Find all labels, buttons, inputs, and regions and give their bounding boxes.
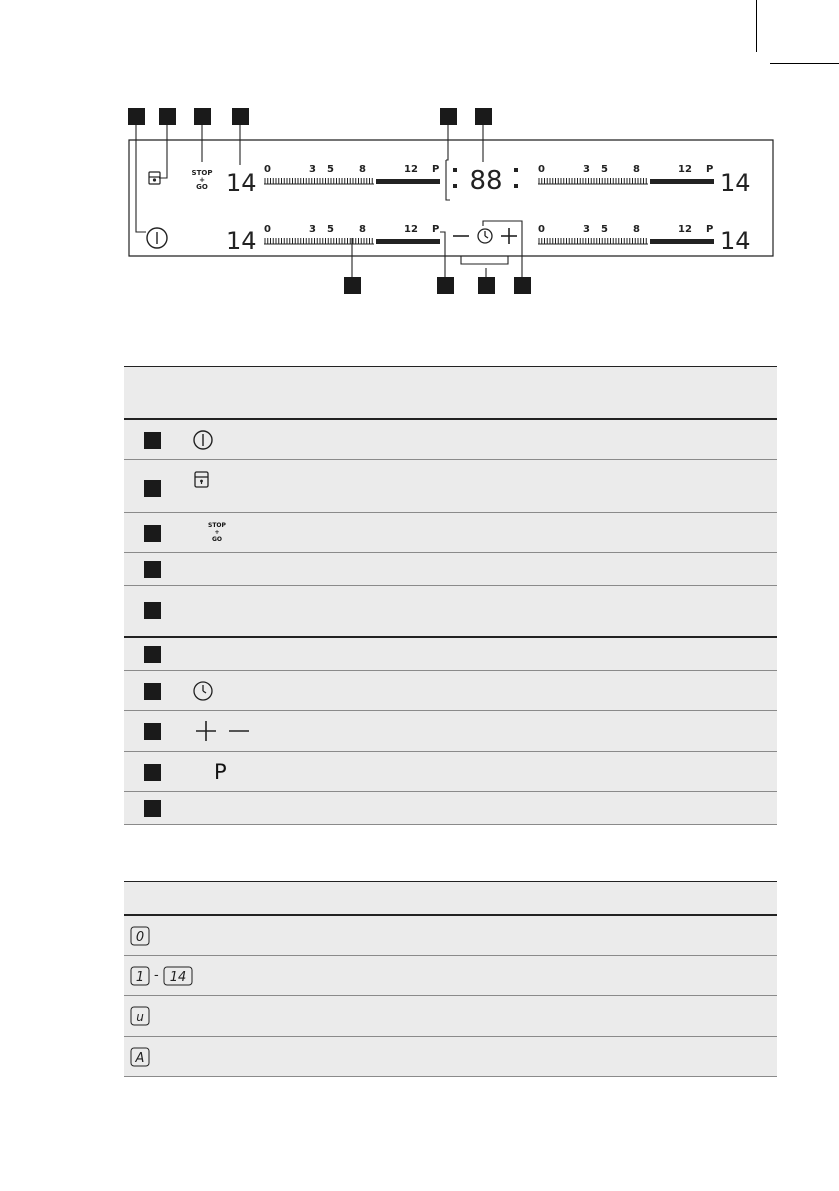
slider-bar [376, 239, 440, 244]
slider-level-label: 5 [601, 164, 608, 175]
zone-display: 14 [720, 169, 751, 197]
callout-square [144, 683, 161, 700]
slider-level-label: 5 [327, 164, 334, 175]
callout-square [159, 108, 176, 125]
power-icon [192, 420, 214, 459]
callout-square [475, 108, 492, 125]
svg-text:GO: GO [196, 183, 208, 191]
timer-icon [478, 229, 492, 243]
plus-label: + [214, 529, 220, 536]
lock-icon [149, 172, 160, 184]
table-row [124, 956, 777, 996]
go-label: GO [211, 536, 222, 543]
table-row [124, 996, 777, 1037]
slider-level-label: 3 [583, 224, 590, 235]
slider-level-label: 8 [359, 224, 366, 235]
slider-level-label: P [706, 164, 714, 175]
svg-text:+: + [199, 176, 205, 184]
table-row [124, 586, 777, 638]
plus-minus-icon [194, 711, 252, 751]
slider-level-label: 8 [633, 164, 640, 175]
callout-square [440, 108, 457, 125]
p-label: P [214, 759, 227, 784]
callout-square [514, 277, 531, 294]
table-header [124, 881, 777, 916]
callout-square [144, 764, 161, 781]
slider-level-label: 5 [601, 224, 608, 235]
slider-bar [650, 239, 714, 244]
callout-square [144, 646, 161, 663]
slider-level-label: 12 [678, 164, 692, 175]
table-row [124, 792, 777, 825]
slider-level-label: 12 [404, 224, 418, 235]
table-header [124, 366, 777, 420]
slider-level-label: 3 [583, 164, 590, 175]
slider-level-label: 0 [264, 224, 271, 235]
table-row [124, 916, 777, 956]
table-row [124, 513, 777, 553]
slider-level-label: 0 [538, 164, 545, 175]
range-separator: - [154, 968, 159, 983]
zone-display: 14 [226, 169, 257, 197]
display-symbol-text: u [136, 1010, 144, 1024]
callout-square [144, 602, 161, 619]
stop-go-icon [208, 513, 226, 552]
slider-level-label: 12 [404, 164, 418, 175]
callout-square [478, 277, 495, 294]
display-symbol-range [130, 956, 193, 995]
timer-icon [192, 671, 214, 710]
display-symbol-a [130, 1037, 150, 1076]
table-row [124, 460, 777, 513]
slider-level-label: 3 [309, 164, 316, 175]
callout-square [144, 480, 161, 497]
slider-level-label: 12 [678, 224, 692, 235]
slider-level-label: 8 [633, 224, 640, 235]
callout-square [144, 800, 161, 817]
power-icon [147, 228, 167, 248]
callout-square [128, 108, 145, 125]
stop-label: STOP [208, 522, 226, 529]
timer-display [453, 166, 518, 196]
display-symbol-u [130, 996, 150, 1036]
display-symbol-text: A [135, 1050, 145, 1066]
stop-go-icon [192, 169, 213, 191]
display-symbol-text: 1 [135, 969, 145, 985]
callout-square [144, 723, 161, 740]
slider-level-label: 8 [359, 164, 366, 175]
slider-level-label: P [432, 224, 440, 235]
callout-square [232, 108, 249, 125]
table-row [124, 638, 777, 671]
table-row [124, 752, 777, 792]
slider-level-label: 0 [538, 224, 545, 235]
table-row [124, 1037, 777, 1077]
callout-square [144, 561, 161, 578]
callout-square [194, 108, 211, 125]
slider-level-label: 0 [264, 164, 271, 175]
control-panel-diagram [0, 0, 839, 310]
display-table [124, 881, 777, 1077]
p-icon [214, 752, 227, 791]
svg-text:88: 88 [469, 166, 503, 196]
slider-bar [376, 179, 440, 184]
slider-bar [650, 179, 714, 184]
slider-level-label: 5 [327, 224, 334, 235]
table-row [124, 671, 777, 711]
zone-display: 14 [226, 227, 257, 255]
table-row [124, 553, 777, 586]
slider-level-label: P [432, 164, 440, 175]
slider-level-label: P [706, 224, 714, 235]
table-row [124, 420, 777, 460]
display-symbol-text: 0 [135, 929, 145, 945]
table-row [124, 711, 777, 752]
slider-level-label: 3 [309, 224, 316, 235]
callout-square [144, 525, 161, 542]
plus-icon [501, 228, 517, 244]
display-symbol-zero [130, 916, 150, 955]
callout-square [144, 432, 161, 449]
callout-square [344, 277, 361, 294]
svg-text:STOP: STOP [191, 169, 213, 177]
controls-table [124, 366, 777, 826]
zone-display: 14 [720, 227, 751, 255]
display-symbol-text: 14 [169, 969, 186, 985]
callout-square [437, 277, 454, 294]
